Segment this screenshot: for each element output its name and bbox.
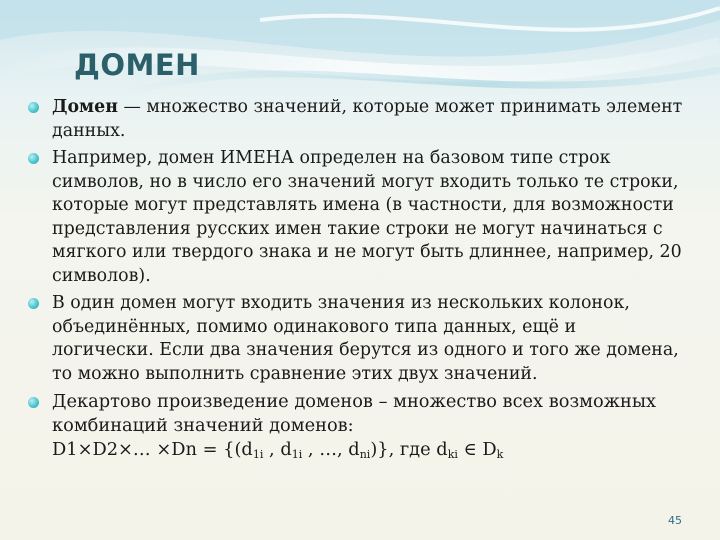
slide-title: ДОМЕН <box>74 48 200 82</box>
bullet-cartesian-product <box>28 390 683 467</box>
cartesian-formula: D1×D2×… $\times Dn = \{(d_{1i}$ , $d_{1i}$ , …, $d_{ni}$)}, где $d_{ki}$ ∈ $D_k$ <box>52 439 504 461</box>
bullet-dot-icon <box>28 102 39 113</box>
columns-text: В один домен могут входить значения из нескольких колонок, объединённых, помимо одинакового типа данных, ещё и логически. Если два значения берутся из одного и того же домена, то можно выполнить сравнение этих двух значений. <box>52 293 679 384</box>
bullet-dot-icon <box>28 153 39 164</box>
bullet-dot-icon <box>28 298 39 309</box>
page-number: 45 <box>668 514 682 527</box>
example-text: Например, домен ИМЕНА определен на базовом типе строк символов, но в число его значений могут входить только те строки, которые могут представлять имена (в частности, для возможности представления русских имен такие строки не могут начинаться с мягкого или твердого знака и не могут быть длиннее, например, 20 символов). <box>52 148 682 286</box>
definition-text: — множество значений, которые может принимать элемент данных. <box>52 97 683 141</box>
bullet-dot-icon <box>28 397 39 408</box>
bullet-domain-definition <box>28 96 683 143</box>
bullet-list <box>28 96 683 471</box>
cartesian-intro: Декартово произведение доменов – множество всех возможных комбинаций значений доменов: <box>52 391 657 436</box>
bullet-columns <box>28 292 683 386</box>
term-domain: Домен <box>52 97 118 117</box>
bullet-example <box>28 147 683 288</box>
